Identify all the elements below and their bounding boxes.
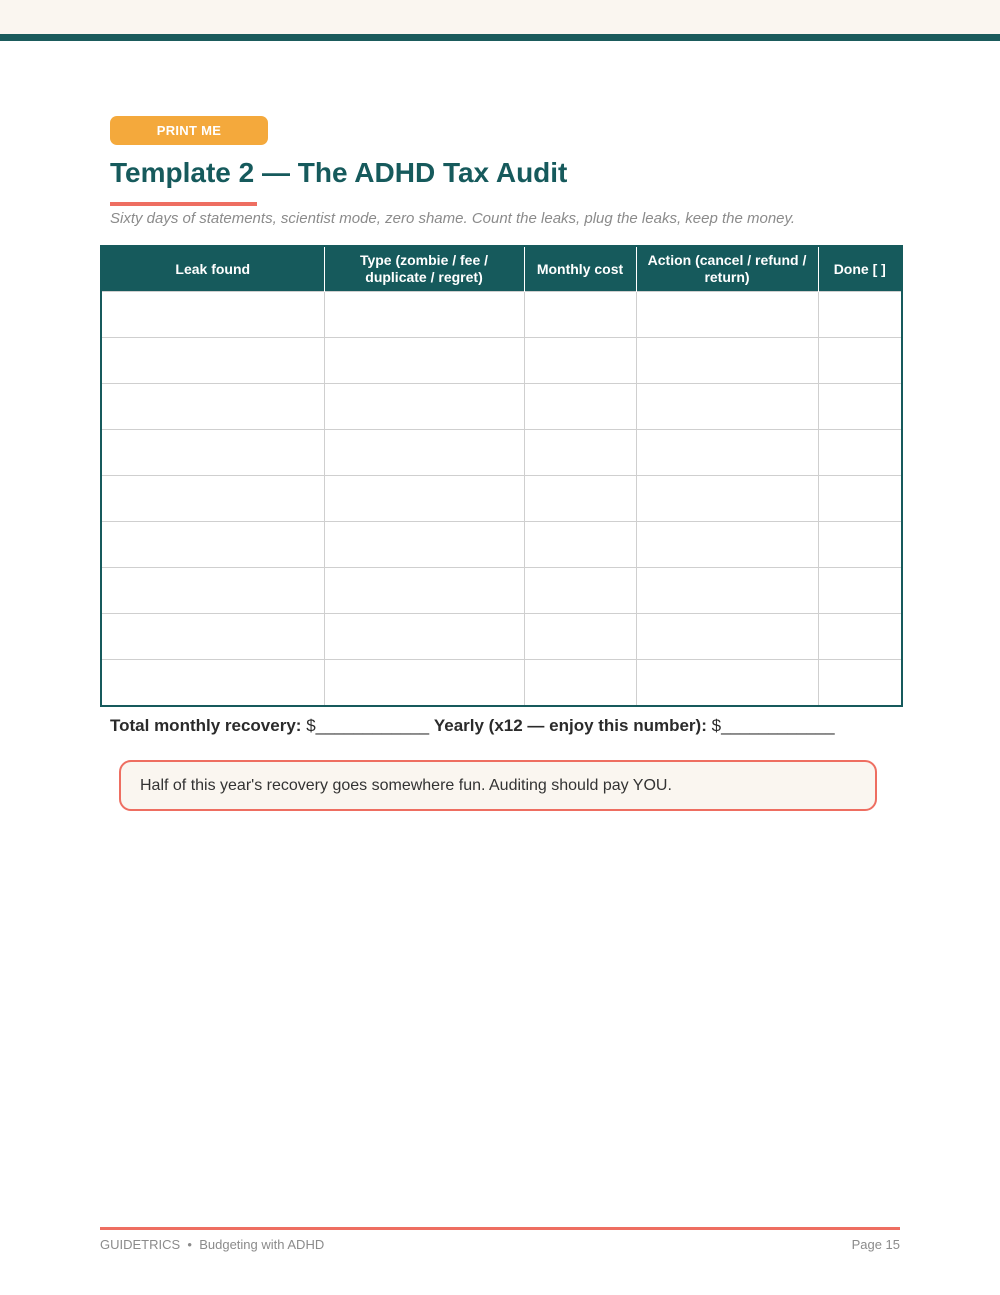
table-cell[interactable] <box>636 430 818 476</box>
table-cell[interactable] <box>818 522 902 568</box>
table-cell[interactable] <box>101 384 324 430</box>
table-row <box>101 522 902 568</box>
audit-table-body <box>101 292 902 707</box>
column-header-type: Type (zombie / fee / duplicate / regret) <box>324 246 524 292</box>
table-cell[interactable] <box>818 292 902 338</box>
table-cell[interactable] <box>524 338 636 384</box>
page-subtitle: Sixty days of statements, scientist mode, zero shame. Count the leaks, plug the leaks, keep the money. <box>110 210 796 227</box>
footer-rule <box>100 1227 900 1230</box>
top-rule <box>0 34 1000 41</box>
footer-left <box>100 1237 324 1253</box>
footer-book-title: Budgeting with ADHD <box>199 1237 325 1252</box>
table-cell[interactable] <box>101 614 324 660</box>
table-cell[interactable] <box>101 476 324 522</box>
table-cell[interactable] <box>101 292 324 338</box>
table-cell[interactable] <box>524 522 636 568</box>
table-cell[interactable] <box>101 338 324 384</box>
table-cell[interactable] <box>101 568 324 614</box>
table-cell[interactable] <box>524 476 636 522</box>
column-header-done: Done [ ] <box>818 246 902 292</box>
column-header-leak-found: Leak found <box>101 246 324 292</box>
table-row <box>101 384 902 430</box>
audit-table <box>100 245 903 707</box>
table-cell[interactable] <box>818 338 902 384</box>
table-cell[interactable] <box>324 430 524 476</box>
yearly-blank: $____________ <box>711 716 835 735</box>
table-cell[interactable] <box>636 292 818 338</box>
page-title: Template 2 — The ADHD Tax Audit <box>110 157 568 188</box>
top-band <box>0 0 1000 34</box>
table-header-row <box>101 246 902 292</box>
table-row <box>101 660 902 707</box>
table-cell[interactable] <box>636 568 818 614</box>
table-cell[interactable] <box>324 614 524 660</box>
table-cell[interactable] <box>101 430 324 476</box>
table-cell[interactable] <box>636 614 818 660</box>
table-cell[interactable] <box>324 338 524 384</box>
table-cell[interactable] <box>818 476 902 522</box>
table-row <box>101 476 902 522</box>
footer-separator: • <box>187 1237 192 1252</box>
column-header-monthly-cost: Monthly cost <box>524 246 636 292</box>
table-cell[interactable] <box>636 384 818 430</box>
table-cell[interactable] <box>324 522 524 568</box>
table-row <box>101 568 902 614</box>
totals-line <box>110 716 835 736</box>
table-cell[interactable] <box>818 430 902 476</box>
table-cell[interactable] <box>324 660 524 707</box>
footer-brand: GUIDETRICS <box>100 1237 181 1252</box>
table-row <box>101 338 902 384</box>
table-cell[interactable] <box>524 384 636 430</box>
table-cell[interactable] <box>524 568 636 614</box>
table-row <box>101 430 902 476</box>
callout-text: Half of this year's recovery goes somewhere fun. Auditing should pay YOU. <box>140 777 672 794</box>
title-underline <box>110 202 257 206</box>
table-cell[interactable] <box>324 384 524 430</box>
print-me-badge: PRINT ME <box>110 116 268 145</box>
table-cell[interactable] <box>524 292 636 338</box>
table-cell[interactable] <box>324 292 524 338</box>
table-row <box>101 292 902 338</box>
table-cell[interactable] <box>101 660 324 707</box>
table-cell[interactable] <box>636 338 818 384</box>
footer-page-number: Page 15 <box>851 1237 900 1252</box>
table-cell[interactable] <box>101 522 324 568</box>
table-cell[interactable] <box>818 660 902 707</box>
table-cell[interactable] <box>818 614 902 660</box>
table-cell[interactable] <box>524 660 636 707</box>
table-row <box>101 614 902 660</box>
table-cell[interactable] <box>818 384 902 430</box>
table-cell[interactable] <box>636 660 818 707</box>
total-monthly-blank: $____________ <box>306 716 430 735</box>
total-monthly-label: Total monthly recovery: <box>110 716 302 735</box>
column-header-action: Action (cancel / refund / return) <box>636 246 818 292</box>
table-cell[interactable] <box>324 476 524 522</box>
table-cell[interactable] <box>324 568 524 614</box>
table-cell[interactable] <box>818 568 902 614</box>
table-cell[interactable] <box>636 476 818 522</box>
table-cell[interactable] <box>636 522 818 568</box>
table-cell[interactable] <box>524 614 636 660</box>
table-cell[interactable] <box>524 430 636 476</box>
yearly-label: Yearly (x12 — enjoy this number): <box>433 716 707 735</box>
callout-box <box>119 760 877 811</box>
